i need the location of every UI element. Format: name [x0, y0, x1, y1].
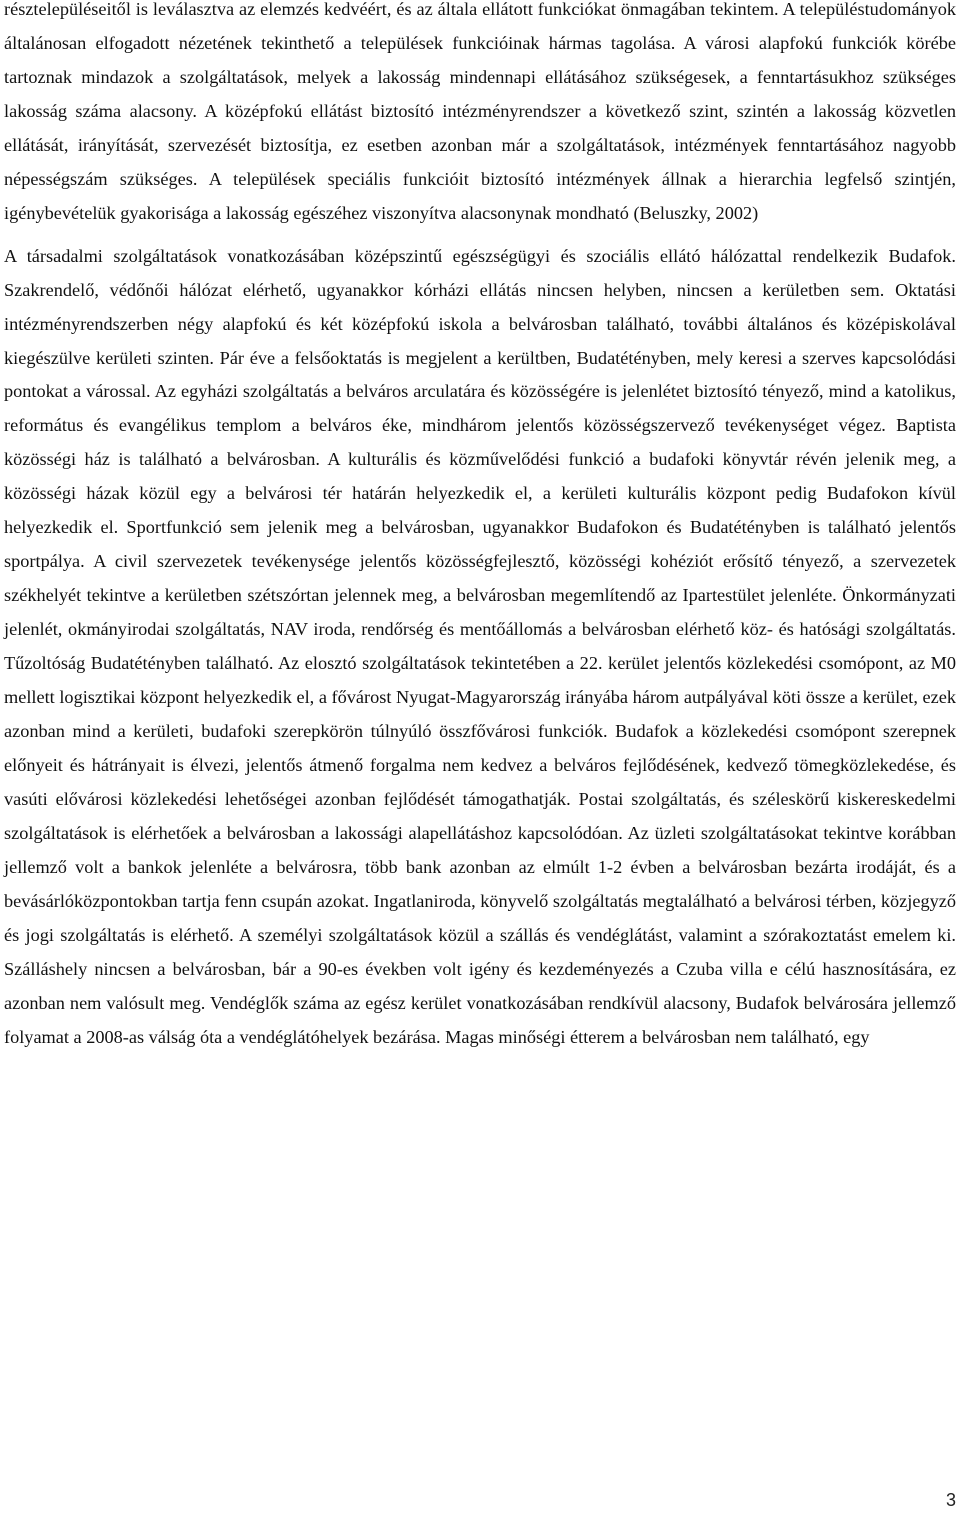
body-paragraph-services: A társadalmi szolgáltatások vonatkozásában középszintű egészségügyi és szociális ellátó hálózattal rendelkezik Budafok. Szakrendelő, védőnői hálózat elérhető, ugyanakkor kórházi ellátás nincsen helyben, nincsen a kerületben sem. Oktatási intézményrendszerben négy alapfokú és két középfokú iskola a belvárosban található, további általános és középiskolával kiegészülve kerületi szinten. Pár éve a felsőoktatás is megjelent a kerültben, Budatétényben, mely keresi a szerves kapcsolódási pontokat a várossal. Az egyházi szolgáltatás a belváros arculatára és közösségére is jelenlétet biztosító tényező, mind a katolikus, református és evangélikus templom a belváros éke, mindhárom jelentős közösségszervező tevékenységet végez. Baptista közösségi ház is található a belvárosban. A kulturális és közművelődési funkció a budafoki könyvtár révén jelenik meg, a közösségi házak közül egy a belvárosi tér határán helyezkedik el, a kerületi kulturális központ pedig Budafokon kívül helyezkedik el. Sportfunkció sem jelenik meg a belvárosban, ugyanakkor Budafokon és Budatétényben is található jelentős sportpálya. A civil szervezetek tevékenysége jelentős közösségfejlesztő, közösségi kohéziót erősítő tényező, a szervezetek székhelyét tekintve a kerületben szétszórtan jelennek meg, a belvárosban megemlítendő az Ipartestület jelenléte. Önkormányzati jelenlét, okmányirodai szolgáltatás, NAV iroda, rendőrség és mentőállomás a belvárosban elérhető köz- és hatósági szolgáltatás. Tűzoltóság Budatétényben található. Az elosztó szolgáltatások tekintetében a 22. kerület jelentős közlekedési csomópont, az M0 mellett logisztikai központ helyezkedik el, a fővárost Nyugat-Magyarország irányába három autpályával köti össze a kerület, ezek azonban mind a kerületi, budafoki szerepkörön túlnyúló összfővárosi funkciók. Budafok a közlekedési csomópont szerepnek előnyeit és hátrányait is élvezi, jelentős átmenő forgalma nem kedvez a belváros fejlődésének, kedvező tömegközlekedése, és vasúti elővárosi közlekedési lehetőségei azonban fejlődését támogathatják. Postai szolgáltatás, és széleskörű kiskereskedelmi szolgáltatások is elérhetőek a belvárosban a lakossági alapellátáshoz kapcsolódóan. Az üzleti szolgáltatásokat tekintve korábban jellemző volt a bankok jelenléte a belvárosra, több bank azonban az elmúlt 1-2 évben a belvárosban bezárta irodáját, és a bevásárlóközpontokban tartja fenn csupán azokat. Ingatlaniroda, könyvelő szolgáltatás megtalálható a belvárosi térben, közjegyző és jogi szolgáltatás is elérhető. A személyi szolgáltatások közül a szállás és vendéglátást, valamint a szórakoztatást emelem ki. Szálláshely nincsen a belvárosban, bár a 90-es években volt igény és kezdeményezés a Czuba villa e célú hasznosítására, ez azonban nem valósult meg. Vendéglők száma az egész kerület vonatkozásában rendkívül alacsony, Budafok belvárosára jellemző folyamat a 2008-as válság óta a vendéglátóhelyek bezárása. Magas minőségi étterem a belvárosban nem található, egy [4, 245, 956, 1047]
page-number: 3 [945, 1490, 956, 1510]
body-paragraph-functions: résztelepüléseitől is leválasztva az elemzés kedvéért, és az általa ellátott funkciókat önmagában tekintem. A településtudományok általánosan elfogadott nézetének tekinthető a települések funkcióinak hármas tagolása. A városi alapfokú funkciók körébe tartoznak mindazok a szolgáltatások, melyek a lakosság mindennapi ellátásához szükségesek, a fenntartásukhoz szükséges lakosság száma alacsony. A középfokú ellátást biztosító intézményrendszer a következő szint, szintén a lakosság közvetlen ellátását, irányítását, szervezését biztosítja, ez esetben azonban már a szolgáltatások, intézmények fenntartásához nagyobb népességszám szükséges. A települések speciális funkcióit biztosító intézmények állnak a hierarchia legfelső szintjén, igénybevételük gyakorisága a lakosság egészéhez viszonyítva alacsonynak mondható (Beluszky, 2002) [4, 0, 956, 223]
